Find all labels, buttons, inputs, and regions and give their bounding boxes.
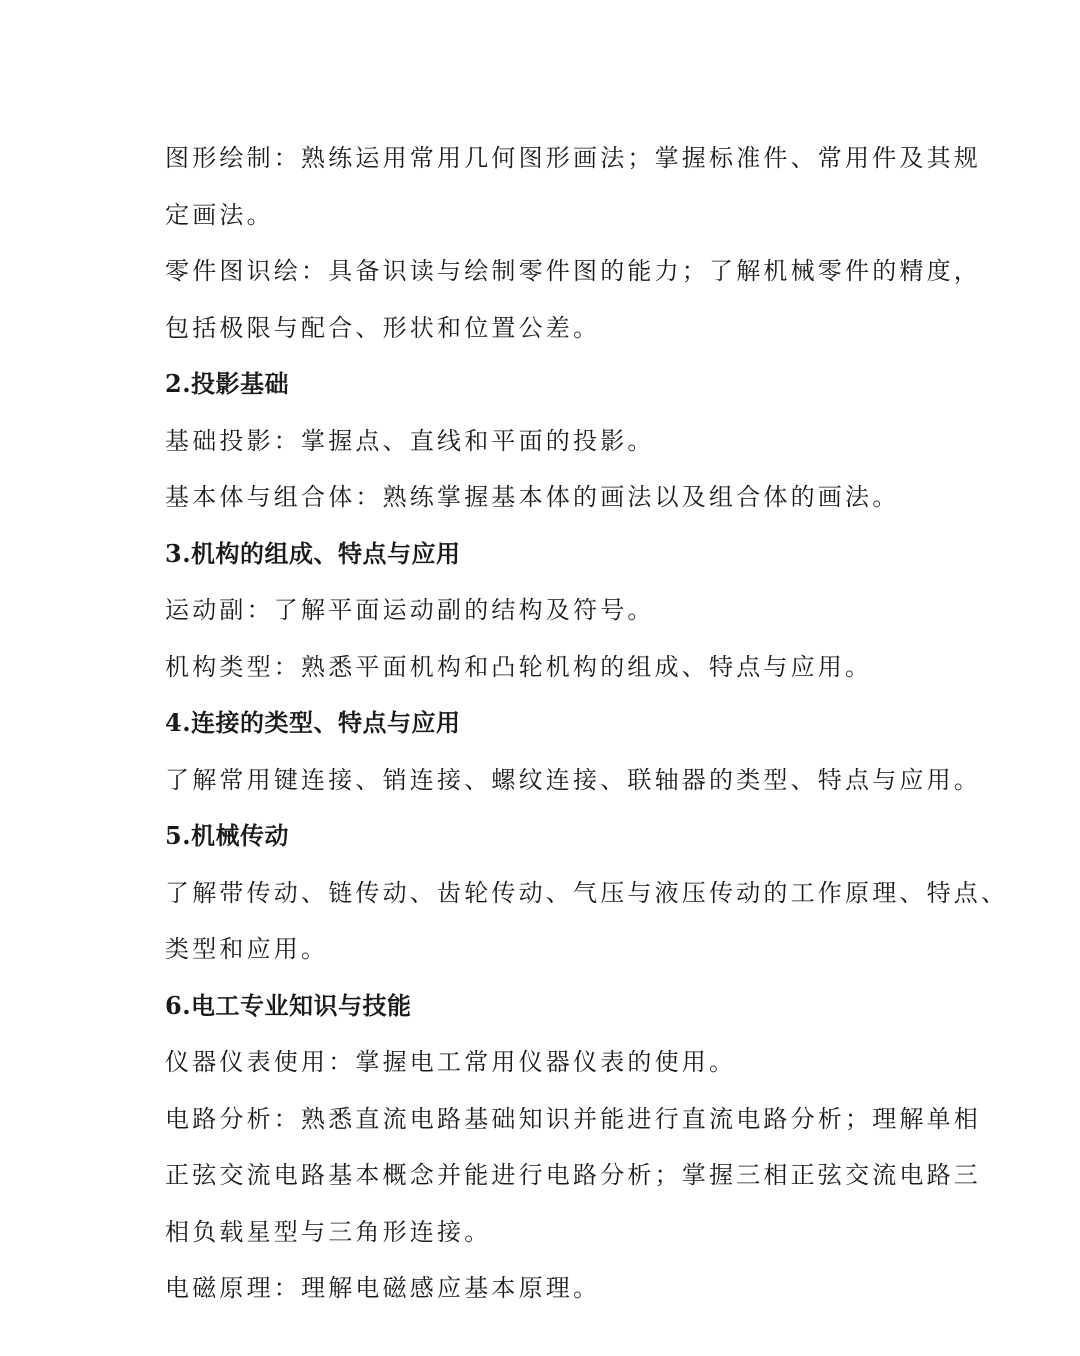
paragraph-circuit-analysis <box>165 1091 981 1261</box>
text-line: 运动副：了解平面运动副的结构及符号。 <box>165 596 655 624</box>
section-heading-electrical <box>165 978 925 1035</box>
text-line: 电路分析：熟悉直流电路基础知识并能进行直流电路分析；理解单相 <box>165 1104 981 1133</box>
paragraph-transmission <box>165 865 1009 978</box>
paragraph-connections <box>165 752 981 809</box>
paragraph-graphic-drawing <box>165 130 981 243</box>
text-line: 零件图识绘：具备识读与绘制零件图的能力；了解机械零件的精度， <box>165 257 981 285</box>
text-line: 了解带传动、链传动、齿轮传动、气压与液压传动的工作原理、特点、 <box>165 878 1009 907</box>
text-line: 正弦交流电路基本概念并能进行电路分析；掌握三相正弦交流电路三 <box>165 1161 981 1189</box>
text-line: 包括极限与配合、形状和位置公差。 <box>165 313 601 342</box>
text-line: 基本体与组合体：熟练掌握基本体的画法以及组合体的画法。 <box>165 483 900 511</box>
text-line: 了解常用键连接、销连接、螺纹连接、联轴器的类型、特点与应用。 <box>165 765 981 794</box>
section-heading-projection <box>165 356 925 413</box>
paragraph-basic-projection <box>165 413 925 470</box>
paragraph-electromagnetism <box>165 1260 925 1317</box>
text-line: 仪器仪表使用：掌握电工常用仪器仪表的使用。 <box>165 1048 737 1076</box>
document-body <box>165 130 1009 1317</box>
paragraph-mechanism-types <box>165 639 925 696</box>
section-heading-mechanisms <box>165 526 925 583</box>
heading-text: 4.连接的类型、特点与应用 <box>165 708 461 737</box>
section-heading-connections <box>165 695 925 752</box>
text-line: 定画法。 <box>165 200 274 229</box>
section-heading-transmission <box>165 808 925 865</box>
heading-text: 3.机构的组成、特点与应用 <box>165 538 461 568</box>
paragraph-part-drawing <box>165 243 981 356</box>
text-line: 图形绘制：熟练运用常用几何图形画法；掌握标准件、常用件及其规 <box>165 144 981 172</box>
paragraph-instruments <box>165 1034 925 1091</box>
text-line: 基础投影：掌握点、直线和平面的投影。 <box>165 426 655 455</box>
text-line: 机构类型：熟悉平面机构和凸轮机构的组成、特点与应用。 <box>165 652 873 681</box>
paragraph-solids <box>165 469 925 526</box>
text-line: 电磁原理：理解电磁感应基本原理。 <box>165 1274 601 1302</box>
paragraph-kinematic-pair <box>165 582 925 639</box>
text-line: 类型和应用。 <box>165 935 329 963</box>
heading-text: 2.投影基础 <box>165 369 290 398</box>
heading-text: 5.机械传动 <box>165 821 290 850</box>
heading-text: 6.电工专业知识与技能 <box>165 990 412 1020</box>
text-line: 相负载星型与三角形连接。 <box>165 1217 492 1246</box>
